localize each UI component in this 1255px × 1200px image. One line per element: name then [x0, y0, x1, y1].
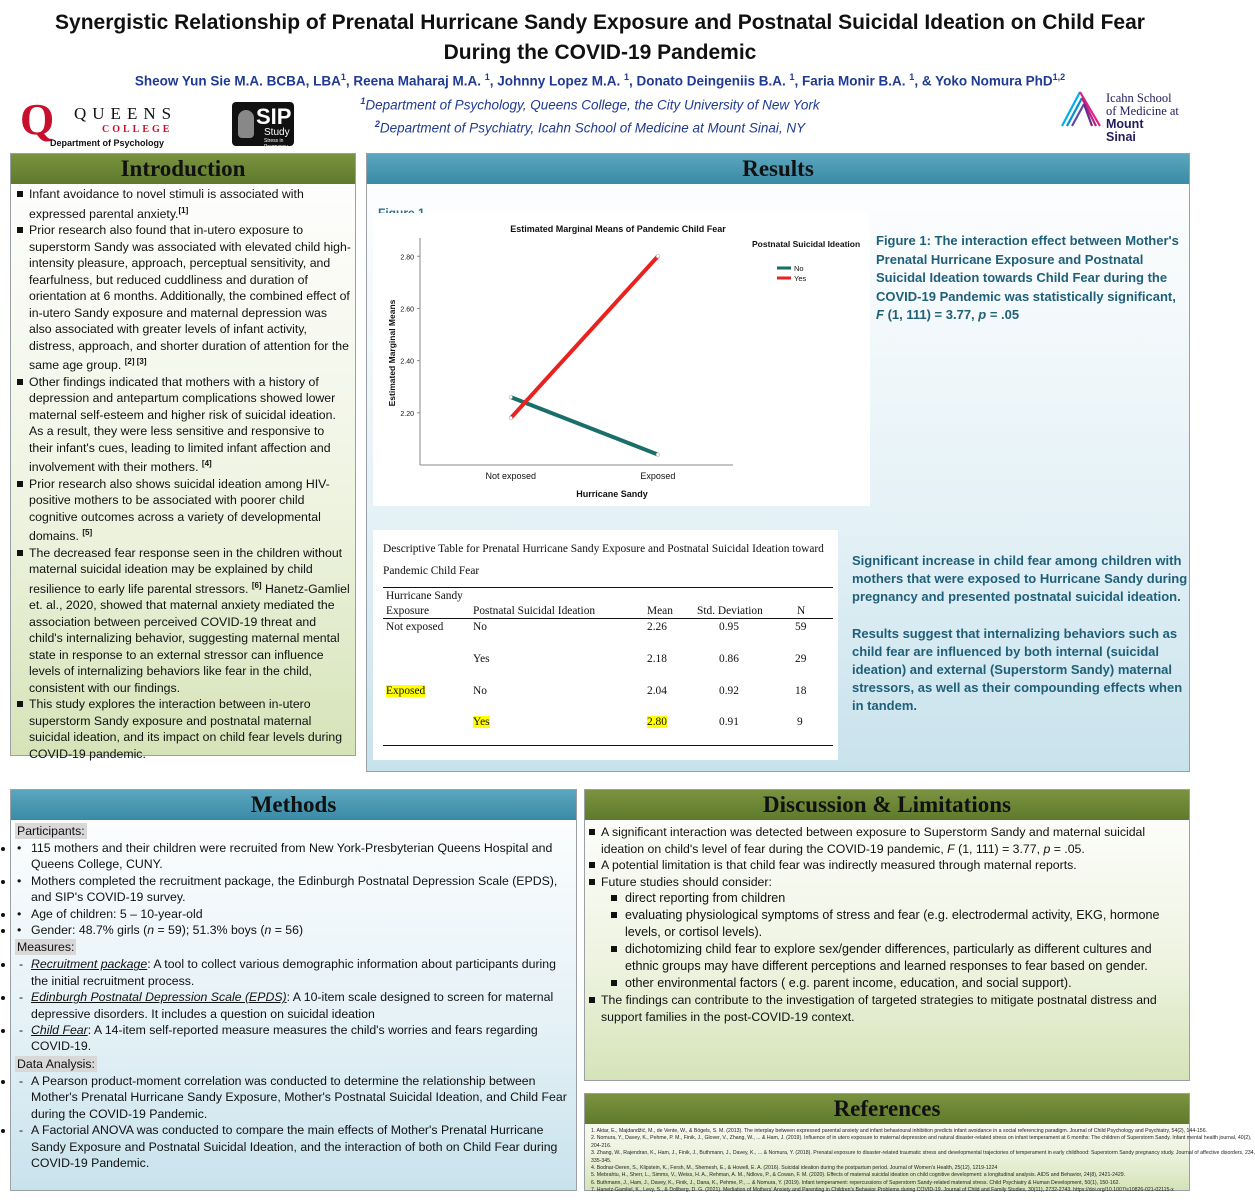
table-cell: No: [473, 685, 487, 697]
x-tick-label: Exposed: [640, 471, 676, 481]
list-item: Infant avoidance to novel stimuli is associated with expressed parental anxiety.[1]: [17, 186, 351, 222]
methods-panel: [10, 789, 577, 1191]
y-tick-label: 2.60: [400, 306, 414, 314]
table-cell: 29: [795, 653, 807, 665]
list-item: - • A Pearson product-moment correlation was conducted to determine the relationship between Mother's Prenatal Hurricane Sandy Exposure, Mother's Postnatal Suicidal Ideation, and Child Fear during the COVID-19 Pandemic.: [15, 1073, 570, 1122]
sip-study-logo: SIP Study Stress in Pregnancy: [232, 102, 294, 146]
table-cell: 18: [795, 685, 807, 697]
reference-item: 3. Zhang, W., Rajendran, K., Ham, J., Finik, J., Buthmann, J., Davey, K., ... & Nomura, Y. (2018). Prenatal exposure to disaster-related traumatic stress and developmental trajectories of temperament in early childhood: Superstorm Sandy pregnancy study. Journal of affective disorders, 234,: [591, 1150, 1255, 1157]
table-cell: 59: [795, 621, 807, 633]
poster-title: Synergistic Relationship of Prenatal Hurricane Sandy Exposure and Postnatal Suicidal Ideation on Child Fear During the COVID-19 Pandemic: [55, 11, 1145, 64]
list-item: - • Edinburgh Postnatal Depression Scale (EPDS): A 10-item scale designed to screen for maternal depressive disorders. It includes a question on suicidal ideation: [15, 989, 570, 1022]
results-text: [852, 552, 1192, 716]
list-item: • • Gender: 48.7% girls (n = 59); 51.3% boys (n = 56): [15, 922, 570, 938]
queens-college-logo: Q QUEENS COLLEGE Department of Psychology: [20, 95, 178, 148]
references-list: [585, 1124, 1255, 1194]
table-header: Hurricane Sandy: [386, 590, 463, 602]
data-point: [656, 453, 660, 457]
table-header: Postnatal Suicidal Ideation: [473, 605, 596, 617]
results-finding: Significant increase in child fear among children with mothers that were exposed to Hurricane Sandy during pregnancy and presented postnatal suicidal ideation.: [852, 553, 1188, 605]
list-item: Prior research also shows suicidal ideation among HIV-positive mothers to be associated with poorer child cognitive outcomes across a variety of developmental domains. [5]: [17, 476, 351, 545]
list-item: - • A Factorial ANOVA was conducted to compare the main effects of Mother's Prenatal Hurricane Sandy Exposure and Postnatal Suicidal Ideation, and the interaction of both on Child Fear during COVID-19 Pandemic.: [15, 1122, 570, 1171]
table-cell: 2.04: [647, 685, 667, 697]
reference-item: 335-345.: [591, 1157, 612, 1164]
table-cell: 9: [797, 716, 803, 728]
x-axis-title: Hurricane Sandy: [576, 489, 648, 499]
reference-item: 4. Bodnar-Deren, S., Klipstein, K., Fersh, M., Shemesh, E., & Howell, E. A. (2016). Suicidal ideation during the postpartum period. Journal of Women's Health, 25(12), 1219-1224: [591, 1165, 998, 1172]
table-rule-header: [383, 618, 833, 619]
references-panel: [584, 1093, 1255, 1194]
reference-item: 1. Aktar, E., Majdandžić, M., de Vente, W., & Bögels, S. M. (2013). The interplay between expressed parental anxiety and infant behavioural inhibition predicts infant avoidance in a social referencing paradigm. Journal of Child Psychology and Psychiatry, 54(2), 144-156.: [591, 1128, 1208, 1134]
list-item: - • Child Fear: A 14-item self-reported measure measures the child's worries and fears regarding COVID-19.: [15, 1022, 570, 1055]
list-item: A potential limitation is that child fear was indirectly measured through maternal reports.: [589, 857, 1181, 874]
legend-label-yes: Yes: [794, 274, 807, 283]
table-caption: Descriptive Table for Prenatal Hurricane Sandy Exposure and Postnatal Suicidal Ideation toward Pandemic Child Fear: [383, 543, 824, 577]
list-item: direct reporting from children: [607, 890, 1181, 907]
mother-figure-icon: [238, 110, 254, 138]
figure-1-caption: Figure 1: The interaction effect between Mother's Prenatal Hurricane Exposure and Postnatal Suicidal Ideation towards Child Fear during the COVID-19 Pandemic was statistically significant, F (1, 111) = 3.77, p = .05: [876, 233, 1179, 322]
introduction-heading: Introduction: [11, 154, 355, 184]
icahn-mount-sinai-logo: Icahn School of Medicine at Mount Sinai: [1060, 86, 1190, 150]
reference-item: 5. Mebrahtu, H., Sherr, L., Simms, V., Weiss, H. A., Rehman, A. M., Ndlovu, P., & Cowan, F. M. (2020). Effects of maternal suicidal ideation on child cognitive development: a longitudinal analysis. AIDS and Behavior, 24(8), 2421-2429.: [591, 1172, 1126, 1179]
results-interpretation: Results suggest that internalizing behaviors such as child fear are influenced by both internal (suicidal ideation) and external (Superstorm Sandy) maternal stressors, as well as their compounding effects when in tandem.: [852, 625, 1183, 714]
discussion-list: [589, 824, 1181, 1025]
table-cell: No: [473, 621, 487, 633]
reference-item: 2. Nomura, Y., Davey, K., Pehme, P. M., Finik, J., Glover, V., Zhang, W., ... & Ham, J. (2019). Influence of in utero exposure to maternal depression and natural disaster-related stress on infant temperament at 6 months: The children of Superstorm Sandy. Infant mental health journal, 40(2),: [591, 1135, 1252, 1142]
y-tick-label: 2.40: [400, 358, 414, 366]
participants-list: [15, 840, 570, 938]
table-header: Std. Deviation: [697, 605, 763, 617]
affiliations: [200, 92, 980, 137]
data-point: [509, 395, 513, 399]
reference-item: 7. Hanetz-Gamliel, K., Levy, S., & Dollberg, D. G. (2021). Mediation of Mothers' Anxiety and Parenting in Children's Behavior Problems during COVID-19. Journal of Child and Family Studies, 30(11), 2732-2743. https://doi.org/10.1007/s10826-021-02115-x: [591, 1187, 1174, 1194]
analysis-label: Data Analysis:: [17, 1056, 95, 1071]
data-point: [656, 254, 660, 258]
list-item: The decreased fear response seen in the children without maternal suicidal ideation may be explained by child resilience to early life parental stressors. [6] Hanetz-Gamliel et. al., 2020, showed that maternal anxiety mediated the association between perceived COVID-19 threat and child's internalizing behavior, suggesting maternal mental state in response to an external stressor can influence levels of internalizing behaviors like fear in the child, consistent with our findings.: [17, 545, 351, 697]
list-item: Future studies should consider: direct reporting from children evaluating physiological symptoms of stress and fear (e.g. electrodermal activity, EKG, hormone levels, or cortisol levels). dichotomizing child fear to explore sex/gender differences, particularly as different cultures and ethnic groups may have different perceptions and learned responses to fear based on gender. other environmental factors ( e.g. parent income, education, and social support).: [589, 874, 1181, 993]
list-item: dichotomizing child fear to explore sex/gender differences, particularly as different cultures and ethnic groups may have different perceptions and learned responses to fear based on gender.: [607, 941, 1181, 975]
measures-list: [15, 956, 570, 1054]
y-axis-title: Estimated Marginal Means: [387, 299, 397, 407]
y-tick-label: 2.20: [400, 410, 414, 418]
reference-item: 204-216.: [591, 1142, 612, 1149]
data-point: [509, 416, 513, 420]
methods-heading: Methods: [11, 790, 576, 820]
list-item: • • Mothers completed the recruitment package, the Edinburgh Postnatal Depression Scale (EPDS), and SIP's COVID-19 survey.: [15, 873, 570, 906]
list-item: Prior research also found that in-utero exposure to superstorm Sandy was associated with elevated child high-intensity pleasure, approach, perceptual sensitivity, and fearfulness, but reduced cuddliness and duration of orientation at 6 months. Additionally, the combined effect of in-utero Sandy exposure and maternal depression was also associated with greater levels of infant activity, distress, approach, and shorter duration of attention for the same age group. [2] [3]: [17, 222, 351, 374]
list-item: evaluating physiological symptoms of stress and fear (e.g. electrodermal activity, EKG, hormone levels, or cortisol levels).: [607, 907, 1181, 941]
table-cell: 2.18: [647, 653, 667, 665]
series-line-yes: [511, 256, 658, 418]
introduction-list: [17, 186, 351, 762]
affiliation-2: $^2$Department of Psychiatry, Icahn School of Medicine at Mount Sinai, NY: [374, 118, 806, 135]
list-item: A significant interaction was detected between exposure to Superstorm Sandy and maternal suicidal ideation on child's level of fear during the COVID-19 pandemic, F (1, 111) = 3.77, p = .05.: [589, 824, 1181, 857]
line-chart: [373, 213, 870, 506]
legend-label-no: No: [794, 264, 804, 273]
references-heading: References: [585, 1094, 1189, 1124]
list-item: • • Age of children: 5 – 10-year-old: [15, 906, 570, 922]
table-cell-highlighted: 2.80: [647, 716, 667, 728]
table-header: Exposure: [386, 605, 430, 617]
list-item: - • Recruitment package: A tool to collect various demographic information about participants during the initial recruitment process.: [15, 956, 570, 989]
table-header: Mean: [647, 605, 673, 617]
table-cell: 0.86: [719, 653, 739, 665]
list-item: Other findings indicated that mothers with a history of depression and antepartum complications showed lower maternal self-esteem and higher risk of suicidal ideation. As a result, they were less sensitive and responsive to their infant's cues, leading to limited infant affection and involvement with their mothers. [4]: [17, 374, 351, 476]
table-header: N: [797, 605, 806, 617]
table-cell-highlighted: Yes: [473, 716, 490, 728]
analysis-list: [15, 1073, 570, 1171]
author-list: Sheow Yun Sie M.A. BCBA, LBA$^1$, Reena Maharaj M.A. $^1$, Johnny Lopez M.A. $^1$, Donato Deingeniis B.A. $^1$, Faria Monir B.A. $^1$, & Yoko Nomura PhD$^{1,2}$: [134, 72, 1066, 89]
mount-sinai-mark-icon: [1060, 88, 1104, 128]
affiliation-1: $^1$Department of Psychology, Queens College, the City University of New York: [360, 96, 820, 113]
table-cell: Not exposed: [386, 621, 444, 633]
table-cell: Yes: [473, 653, 490, 665]
table-cell: 0.95: [719, 621, 739, 633]
introduction-panel: [10, 153, 356, 761]
legend-title: Postnatal Suicidal Ideation: [752, 239, 861, 249]
table-rule-top: [383, 587, 833, 588]
list-item: • • 115 mothers and their children were recruited from New York-Presbyterian Queens Hospital and Queens College, CUNY.: [15, 840, 570, 873]
reference-item: 6. Buthmann, J., Ham, J., Davey, K., Finik, J., Dana, K., Pehme, P., ... & Nomura, Y. (2019). Infant temperament: repercussions of Superstorm Sandy-related maternal stress. Child Psychiatry & Human Development, 50(1), 150-162.: [591, 1179, 1120, 1186]
participants-label: Participants:: [17, 824, 85, 838]
x-tick-label: Not exposed: [485, 471, 537, 481]
discussion-heading: Discussion & Limitations: [585, 790, 1189, 820]
list-item: other environmental factors ( e.g. parent income, education, and social support).: [607, 975, 1181, 992]
measures-label: Measures:: [17, 940, 75, 955]
list-item: This study explores the interaction between in-utero superstorm Sandy exposure and postnatal maternal suicidal ideation, and its impact on child fear levels during COVID-19 pandemic.: [17, 696, 351, 762]
table-cell: 0.92: [719, 685, 739, 697]
y-tick-label: 2.80: [400, 254, 414, 262]
figure-1-chart: [373, 213, 870, 506]
table-cell: 2.26: [647, 621, 667, 633]
results-heading: Results: [367, 154, 1189, 184]
table-rule-bottom: [383, 745, 833, 746]
table-cell-highlighted: Exposed: [386, 685, 426, 697]
table-cell: 0.91: [719, 716, 739, 728]
series-line-no: [511, 397, 658, 454]
future-studies-list: [607, 890, 1181, 992]
chart-title: Estimated Marginal Means of Pandemic Child Fear: [510, 224, 726, 234]
discussion-panel: [584, 789, 1190, 1081]
descriptive-table: [373, 530, 838, 760]
list-item: The findings can contribute to the investigation of targeted strategies to mitigate postnatal distress and support families in the post-COVID-19 context.: [589, 992, 1181, 1025]
